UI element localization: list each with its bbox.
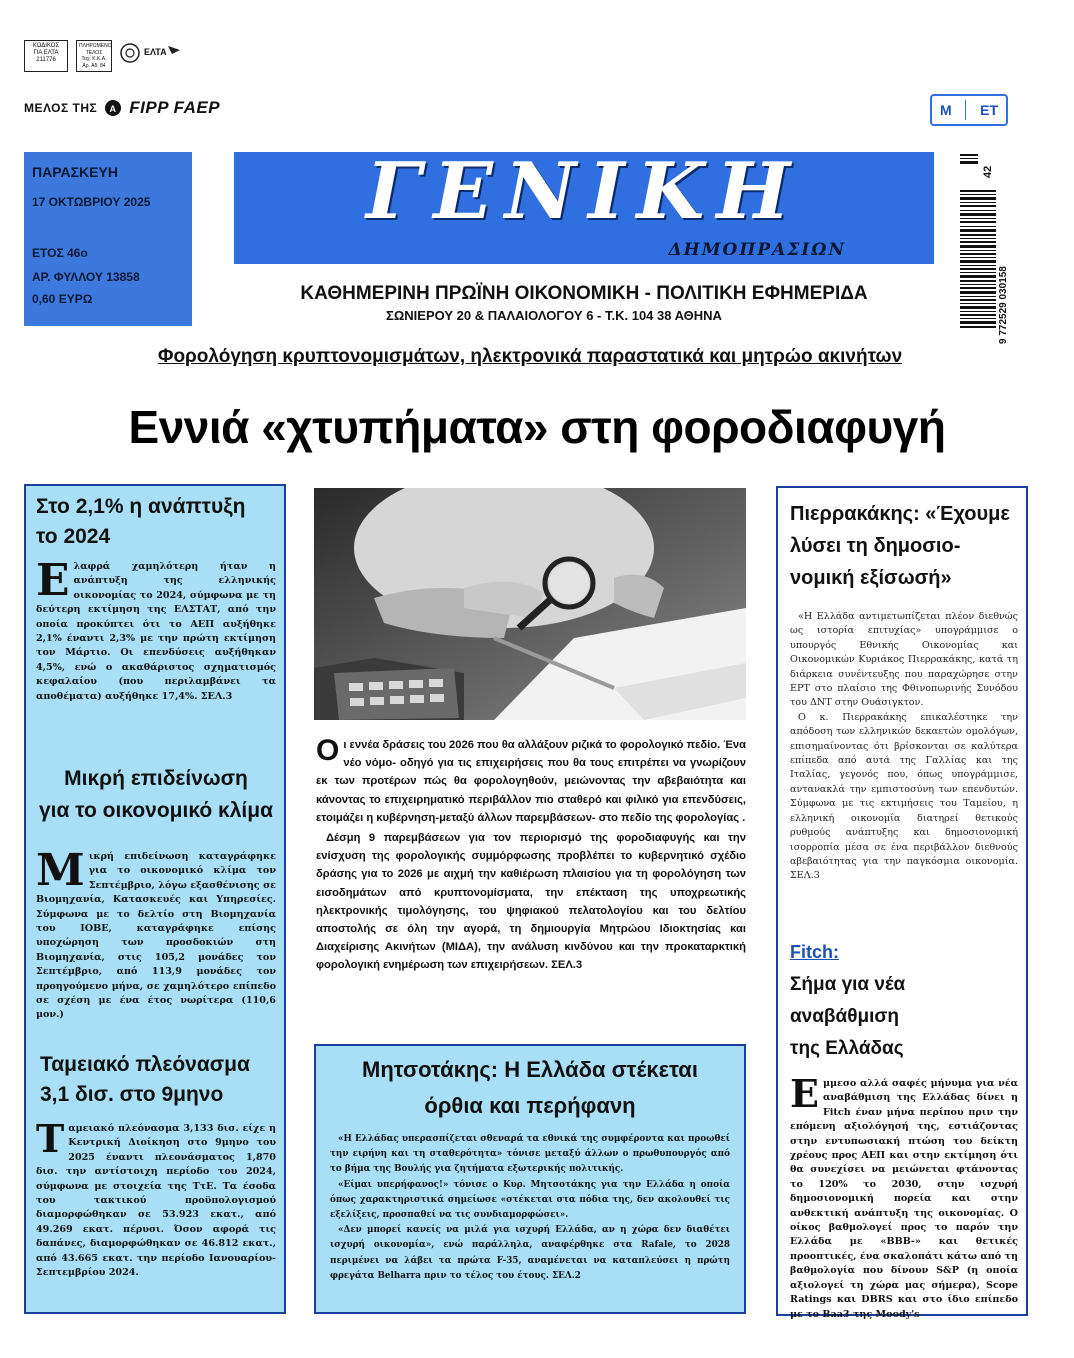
story-body bbox=[790, 1071, 1018, 1322]
postage-line: Αρ. Αδ. 84 bbox=[82, 62, 106, 69]
story-title: Ταμειακό πλεόνασμα bbox=[40, 1053, 250, 1076]
member-orgs: FIPP FAEP bbox=[129, 98, 221, 117]
story-title: Στο 2,1% η ανάπτυξη bbox=[36, 495, 246, 518]
story-title: το 2024 bbox=[36, 525, 111, 548]
postage-line: Ταχ. Κ.Κ.Α. bbox=[81, 56, 107, 62]
story-fitch bbox=[790, 942, 1018, 1322]
svg-text:A: A bbox=[109, 104, 117, 114]
story-text: λαφρά χαμηλότερη ήταν η ανάπτυξη της ελληνικής οικονομίας το 2024, σύμφωνα με τη δεύτερη εκτίμηση της ΕΛΣΤΑΤ, από την οποία προκύπτει ότι το ΑΕΠ αυξήθηκε 2,1% έναντι 2,3% με την πρώτη εκτίμηση τον Μάρτιο. Οι επενδύσεις αυξήθηκαν 4,5%, ενώ ο ακαθάριστος σχηματισμός κεφαλαίου (που περιλαμβάνει τα αποθέματα) αυξήθηκε 17,4%. ΣΕΛ.3 bbox=[36, 561, 276, 702]
right-column bbox=[776, 486, 1028, 1320]
lead-photo bbox=[314, 488, 746, 720]
story-title: για το οικονομικό κλίμα bbox=[38, 799, 274, 822]
story-body bbox=[36, 555, 276, 704]
fitch-label: Fitch: bbox=[790, 942, 839, 962]
postal-code-line: ΓΙΑ ΕΛΤΑ bbox=[33, 50, 59, 56]
barcode-number: 9 772529 030158 bbox=[998, 266, 1009, 344]
member-line bbox=[24, 98, 244, 118]
story-growth bbox=[36, 492, 276, 704]
barcode-top-number: 42 bbox=[982, 165, 994, 178]
box-paragraph: «Είμαι υπερήφανος!» τόνισε ο Κυρ. Μητσοτάκης για την Ελλάδα η οποία όπως χαρακτηριστικά σημείωσε «στέκεται στα πόδια της, δεν ακολουθεί τις εξελίξεις, προσπαθεί να τις συνδιαμορφώσει». bbox=[330, 1179, 730, 1221]
main-headline: Εννιά «χτυπήματα» στη φοροδιαφυγή bbox=[128, 401, 946, 453]
box-body bbox=[316, 1124, 744, 1284]
fipp-logo-icon bbox=[103, 99, 123, 117]
issue-year: ΕΤΟΣ 46ο bbox=[32, 246, 88, 260]
postal-code-line: ΚΩΔΙΚΟΣ bbox=[32, 43, 60, 49]
met-badge bbox=[930, 94, 1008, 126]
elta-label: ΕΛΤΑ bbox=[144, 47, 167, 57]
drop-cap: Ο bbox=[316, 734, 340, 767]
lead-paragraph-1 bbox=[316, 736, 746, 827]
story-title: της Ελλάδας bbox=[790, 1038, 904, 1059]
headline-kicker: Φορολόγηση κρυπτονομισμάτων, ηλεκτρονικά παραστατικά και μητρώο ακινήτων bbox=[157, 346, 903, 367]
story-title: νομική εξίσωσή» bbox=[790, 567, 952, 589]
story-surplus bbox=[36, 1050, 276, 1280]
mitsotakis-box bbox=[314, 1044, 746, 1314]
barcode bbox=[956, 144, 1008, 344]
issue-day: ΠΑΡΑΣΚΕΥΗ bbox=[32, 164, 118, 180]
issue-date: 17 ΟΚΤΩΒΡΙΟΥ 2025 bbox=[32, 195, 151, 209]
story-title: Μικρή επιδείνωση bbox=[64, 767, 248, 790]
story-title: λύσει τη δημοσιο- bbox=[790, 535, 961, 557]
story-text: Ο κ. Πιερρακάκης επικαλέστηκε την απόδοση των ελληνικών δεκαετών ομολόγων, επισημαίνοντας ότι βρίσκονται σε καλύτερα επίπεδα από αυτά της Γαλλίας και της Ιταλίας, γεγονός που, όπως υπογράμμισε, αντανακλά την εμπιστοσύνη των επενδυτών. Σύμφωνα με τις εκτιμήσεις του Ταμείου, η ελληνική οικονομία διατηρεί θετικούς ρυθμούς ανάπτυξης και δημοσιονομική ισορροπία μέσα σε ένα περιβάλλον διεθνούς αβεβαιότητας για την παγκόσμια οικονομία. ΣΕΛ.3 bbox=[790, 711, 1018, 882]
masthead-address: ΣΩΝΙΕΡΟΥ 20 & ΠΑΛΑΙΟΛΟΓΟΥ 6 - Τ.Κ. 104 38 ΑΘΗΝΑ bbox=[386, 308, 722, 323]
box-paragraph: «Δεν μπορεί κανείς να μιλά για ισχυρή Ελλάδα, αν η χώρα δεν διαθέτει ισχυρή οικονομία», ενώ παράλληλα, αναφέρθηκε στα Rafale, το 2028 περιμένει να λάβει τα πρώτα F-35, αναμένεται να καταπλεύσει η πρώτη φρεγάτα Belharra πριν το τέλος του έτους. ΣΕΛ.2 bbox=[330, 1225, 730, 1281]
met-right: ΕΤ bbox=[980, 102, 998, 118]
story-text: αμειακό πλεόνασμα 3,133 δισ. είχε η Κεντρική Διοίκηση στο 9μηνο του 2025 έναντι πλεονάσματος 1,870 δισ. την αντίστοιχη περίοδο του 2024, σύμφωνα με στοιχεία της ΤτΕ. Τα έσοδα του τακτικού προϋπολογισμού διαμορφώθηκαν σε 53.923 εκατ., από 49.269 εκατ. πέρυσι. Όσον αφορά τις δαπάνες, διαμορφώθηκαν σε 46.812 εκατ., από 43.665 εκατ. την περίοδο Ιανουαρίου-Σεπτεμβρίου 2024. bbox=[36, 1123, 276, 1279]
met-divider bbox=[965, 100, 966, 120]
masthead-subtitle: ΔΗΜΟΠΡΑΣΙΩΝ bbox=[668, 240, 846, 260]
story-text: μμεσο αλλά σαφές μήνυμα για νέα αναβάθμιση της Ελλάδας δίνει η Fitch έναν μήνα περίπου πριν την επόμενη αξιολόγησή της, εστιάζοντας στην εντυπωσιακή πτώση του δείκτη χρέους προς ΑΕΠ και στην εκτίμηση ότι θα συνεχίσει να μειώνεται φτάνοντας το 120% το 2030, στην ισχυρή δημοσιονομική πορεία και στην ανθεκτική ανάπτυξη της οικονομίας. Ο οίκος βαθμολογεί προς το παρόν την Ελλάδα με «ΒΒΒ-» και θετικές προοπτικές, ένα σκαλοπάτι κάτω από τη βαθμολογία που δίνουν S&P (η οποία αξιολογεί τη χώρα μας σήμερα), Scope Ratings και DBRS και στο ίδιο επίπεδο με το Baa3 της Moody's bbox=[790, 1078, 1018, 1320]
story-body bbox=[36, 1116, 276, 1280]
box-title: Μητσοτάκης: Η Ελλάδα στέκεται bbox=[362, 1057, 698, 1082]
drop-cap: Ε bbox=[36, 555, 70, 606]
postage-paid-box bbox=[76, 40, 112, 72]
lead-paragraph-2: Δέσμη 9 παρεμβάσεων για τον περιορισμό της φοροδιαφυγής και την ενίσχυση της φορολογικής συμμόρφωσης προβλέπει το κυβερνητικό σχέδιο δράσης για το 2026 με αιχμή την καθιέρωση πλαισίου για τη φορολόγηση των εισοδημάτων από κρυπτονομίσματα, την επέκταση της υποχρεωτικής ηλεκτρονικής τιμολόγησης, του ψηφιακού πελατολογίου και του δελτίου αποστολής σε όλη την αγορά, τη δημιουργία Μητρώου Ιδιοκτησίας και Διαχείρισης Ακινήτων (ΜΙΔΑ), την ανάλυση κινδύνου και την προκαταρκτική φορολογική ενημέρωση των επιχειρήσεων. ΣΕΛ.3 bbox=[316, 832, 746, 972]
drop-cap: Ε bbox=[790, 1071, 819, 1116]
masthead-title: ΓΕΝΙΚΗ bbox=[365, 146, 803, 237]
story-text: ικρή επιδείνωση καταγράφηκε για το οικονομικό κλίμα τον Σεπτέμβριο, λόγω εξασθένισης σε Βιομηχανία, Κατασκευές και Υπηρεσίες. Σύμφωνα με το δελτίο στη Βιομηχανία του ΙΟΒΕ, καταγράφηκε επίσης υποχώρηση των προσδοκιών στη Βιομηχανία, στις 105,2 μονάδες τον Σεπτέμβριο, από 113,9 μονάδες τον προηγούμενο μήνα, σε χαμηλότερο επίπεδο σε σχέση με ένα έτος νωρίτερα (110,6 μον.) bbox=[36, 851, 276, 1021]
story-text: «Η Ελλάδα αντιμετωπίζεται πλέον διεθνώς ως ιστορία επιτυχίας» υπογράμμισε ο υπουργός Εθνικής Οικονομίας και Οικονομικών Κυριάκος Πιερρακάκης, κατά τη διάρκεια συνέντευξης που παραχώρησε στην ΕΡΤ στο πλαίσιο της Φθινοπωρινής Συνόδου του ΔΝΤ στην Ουάσιγκτον. bbox=[790, 611, 1018, 709]
lead-story-body bbox=[316, 736, 746, 975]
magnifier-calculator-illustration bbox=[314, 488, 746, 720]
issue-number: ΑΡ. ΦΥΛΛΟΥ 13858 bbox=[32, 270, 140, 284]
postal-code-line: 211776 bbox=[36, 57, 56, 63]
member-prefix: ΜΕΛΟΣ ΤΗΣ bbox=[24, 101, 98, 115]
left-column bbox=[24, 484, 286, 1314]
lead-text: ι εννέα δράσεις του 2026 που θα αλλάξουν ριζικά το φορολογικό πεδίο. Ένα νέο νόμο- οδηγό για τις επιχειρήσεις που θα τους επιτρέπει να γνωρίζουν εκ των προτέρων πώς θα φορολογηθούν, μειώνοντας την αβεβαιότητα και κάνοντας το επιχειρηματικό περιβάλλον πιο σταθερό και φιλικό για επενδύσεις, ετοιμάζει η κυβέρνηση-μεταξύ άλλων παρεμβάσεων- στο πεδίο της φορολογίας . bbox=[316, 739, 746, 824]
masthead-tagline: ΚΑΘΗΜΕΡΙΝΗ ΠΡΩΪΝΗ ΟΙΚΟΝΟΜΙΚΗ - ΠΟΛΙΤΙΚΗ ΕΦΗΜΕΡΙΔΑ bbox=[300, 283, 868, 304]
box-paragraph: «Η Ελλάδας υπερασπίζεται σθεναρά τα εθνικά της συμφέροντα και προωθεί την ειρήνη και τη σταθερότητα» τόνισε μεταξύ άλλων ο πρωθυπουργός από το βήμα της Βουλής για ζητήματα εξωτερικής πολιτικής. bbox=[330, 1134, 730, 1175]
met-left: Μ bbox=[940, 102, 952, 118]
postage-line: ΠΛΗΡΩΜΕΝΟ bbox=[79, 43, 112, 49]
postage-line: ΤΕΛΟΣ bbox=[85, 49, 103, 56]
story-pierrakakis bbox=[790, 498, 1018, 884]
issue-price: 0,60 ΕΥΡΩ bbox=[32, 292, 93, 306]
elta-logo bbox=[118, 40, 184, 66]
story-body bbox=[36, 845, 276, 1023]
story-climate bbox=[36, 764, 276, 1023]
story-title: Πιερρακάκης: «Έχουμε bbox=[790, 503, 1010, 525]
date-box bbox=[24, 152, 192, 326]
story-title: 3,1 δισ. στο 9μηνο bbox=[40, 1083, 224, 1106]
story-title: Σήμα για νέα αναβάθμιση bbox=[790, 974, 906, 1027]
postal-code-box bbox=[24, 40, 68, 72]
box-title: όρθια και περήφανη bbox=[424, 1093, 636, 1118]
drop-cap: Μ bbox=[36, 845, 85, 896]
drop-cap: Τ bbox=[36, 1116, 65, 1161]
masthead bbox=[234, 146, 934, 264]
